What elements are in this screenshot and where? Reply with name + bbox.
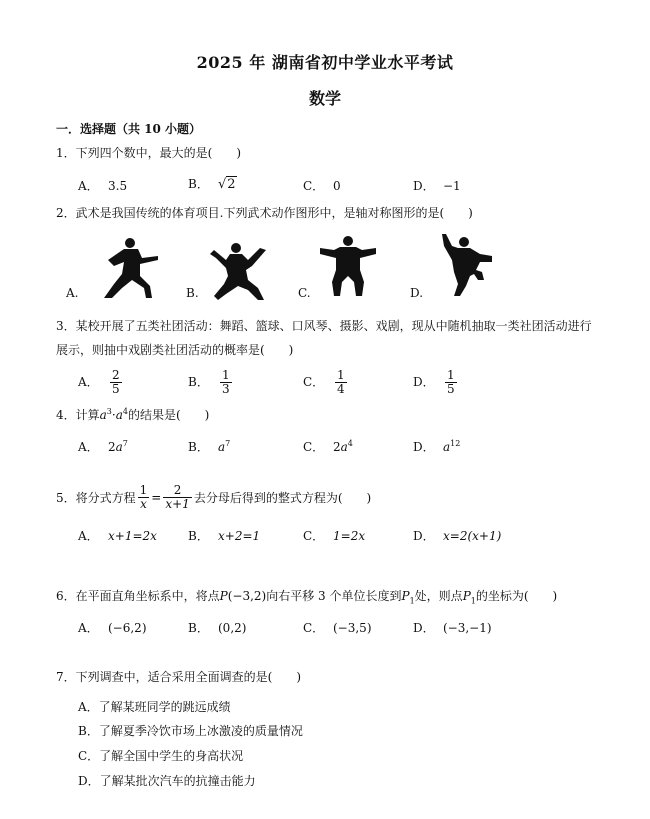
q4-option-c[interactable]: C． $2a^4$ [303,439,353,454]
q4-option-a[interactable]: A． $2a^7$ [78,439,128,454]
q2-option-d[interactable]: D. [410,286,424,300]
q3-option-d[interactable]: D． $\frac{1}{5}$ [413,368,455,396]
q7-option-a[interactable]: A．了解某班同学的跳远成绩 [78,700,231,714]
q1-option-c[interactable]: C． 0 [303,179,341,193]
martial-arts-figure-d [436,232,496,296]
q2-option-a[interactable]: A. [66,286,79,300]
q2-option-c[interactable]: C. [298,286,311,300]
q7-option-b[interactable]: B．了解夏季冷饮市场上冰激凌的质量情况 [78,724,303,738]
q3-option-c[interactable]: C． $\frac{1}{4}$ [303,368,345,396]
question-4-stem: 4．计算$a^3\cdot a^4$的结果是( ) [56,407,210,422]
exam-subject: 数学 [308,89,341,108]
q5-option-d[interactable]: D． x=2(x+1) [413,529,502,543]
q1-option-d[interactable]: D． −1 [413,179,461,193]
question-6-stem: 6．在平面直角坐标系中，将点P(−3,2)向右平移 3 个单位长度到$P_1$处，则点$P_1$的坐标为( ) [56,589,558,606]
q4-option-d[interactable]: D． $a^{12}$ [413,439,461,454]
question-2-stem: 2．武术是我国传统的体育项目.下列武术动作图形中，是轴对称图形的是( ) [56,206,473,220]
sqrt-symbol: √2 [218,177,236,192]
martial-arts-figure-b [208,240,268,304]
martial-arts-figure-c [318,234,378,298]
q4-option-b[interactable]: B． $a^7$ [188,439,231,454]
q7-option-d[interactable]: D．了解某批次汽车的抗撞击能力 [78,774,256,788]
q6-option-c[interactable]: C． (−3,5) [303,621,372,635]
q1-option-b[interactable]: B． √2 [188,177,236,192]
q2-option-b[interactable]: B. [186,286,199,300]
q7-option-c[interactable]: C．了解全国中学生的身高状况 [78,749,244,763]
q3-option-a[interactable]: A． $\frac{2}{5}$ [78,368,120,396]
question-5-stem: 5．将分式方程 $\frac{1}{x}$ = $\frac{2}{x+1}$ 去分母后得到的整式方程为( ) [56,483,372,511]
exam-title: 2025 年 湖南省初中学业水平考试 [196,53,454,72]
fraction: $\frac{1}{x}$ [139,483,148,511]
fraction: $\frac{1}{4}$ [337,368,345,396]
q6-option-a[interactable]: A． (−6,2) [78,621,147,635]
q5-option-c[interactable]: C． 1=2x [303,529,366,543]
q6-option-b[interactable]: B． (0,2) [188,621,247,635]
martial-arts-figure-a [100,236,160,300]
section-heading: 一．选择题（共 10 小题） [56,122,202,136]
fraction: $\frac{2}{5}$ [112,368,120,396]
fraction: $\frac{2}{x+1}$ [165,483,190,511]
question-7-stem: 7．下列调查中，适合采用全面调查的是( ) [56,670,301,684]
question-3-stem: 3．某校开展了五类社团活动：舞蹈、篮球、口风琴、摄影、戏剧，现从中随机抽取一类社团活动进行展示，则抽中戏剧类社团活动的概率是( ) [56,319,592,357]
fraction: $\frac{1}{3}$ [222,368,230,396]
q6-option-d[interactable]: D． (−3,−1) [413,621,492,635]
q5-option-a[interactable]: A． x+1=2x [78,529,157,543]
q1-option-a[interactable]: A． 3.5 [78,179,128,193]
q5-option-b[interactable]: B． x+2=1 [188,529,261,543]
fraction: $\frac{1}{5}$ [447,368,455,396]
q3-option-b[interactable]: B． $\frac{1}{3}$ [188,368,230,396]
question-1-stem: 1．下列四个数中，最大的是( ) [56,146,241,160]
